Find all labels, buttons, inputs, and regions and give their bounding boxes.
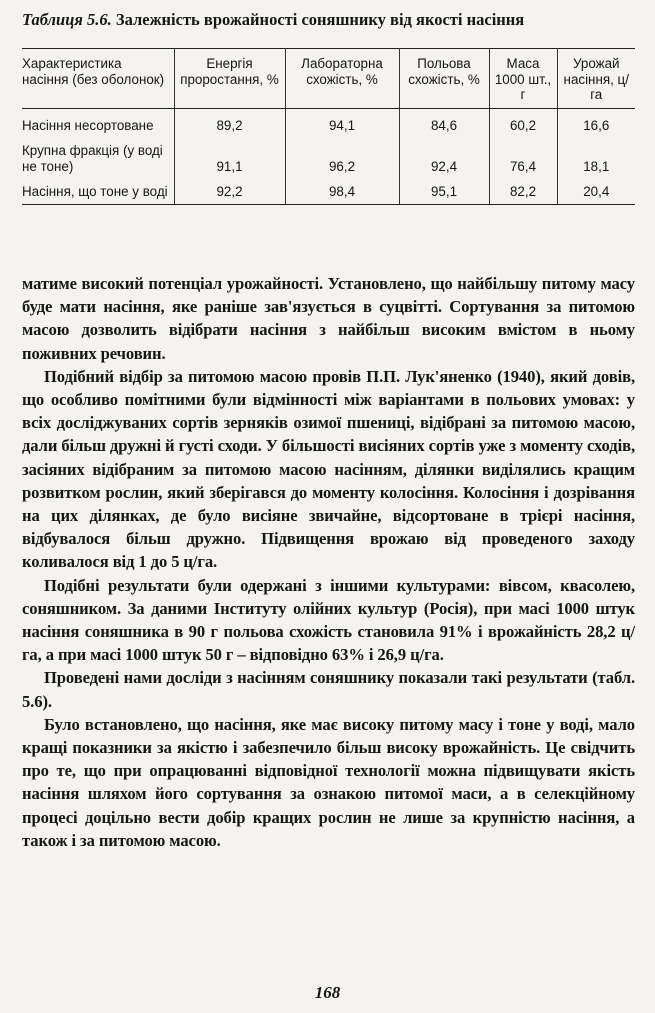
table-cell: 60,2	[489, 108, 557, 135]
paragraph: Подібні результати були одержані з іншими культурами: вівсом, квасолею, соняшником. За даними Інституту олійних культур (Росія), при масі 1000 штук насіння соняшника в 90 г польова схожість становила 91% і врожайність 28,2 ц/га, а при масі 1000 штук 50 г – відповідно 63% і 26,9 ц/га.	[22, 575, 635, 665]
table-row-label: Крупна фракція (у воді не тоне)	[22, 143, 163, 174]
table-caption-title: Залежність врожайності соняшнику від якості насіння	[115, 10, 525, 29]
table-cell: 89,2	[174, 108, 285, 135]
table-header-cell: Урожай насіння, ц/га	[557, 48, 635, 108]
table-row	[22, 176, 635, 204]
table-header-cell: Лабораторна схожість, %	[285, 48, 399, 108]
paragraph: Подібний відбір за питомою масою провів П.П. Лук'яненко (1940), який довів, що особливо помітними були відмінності між варіантами в польових умовах: у всіх досліджуваних сортів зерняків озимої пшениці, відібрані за питомою масою, дали більш дружні й густі сходи. У більшості висіяних сортів уже з моменту сходів, засіяних відібраним за питомою масою насінням, ділянки виділялись кращим розвитком рослин, який зберігався до моменту колосіння. Колосіння і дозрівання на цих ділянках, де було висіяне звичайне, відсортоване в трієрі насіння, відбувалося більш дружно. Підвищення врожаю від проведеного заходу коливалося від 1 до 5 ц/га.	[22, 366, 635, 572]
body-text	[22, 272, 635, 852]
table-cell: 84,6	[399, 108, 489, 135]
table-cell: 76,4	[489, 135, 557, 176]
table-header-cell: Маса 1000 шт., г	[489, 48, 557, 108]
table-cell: 98,4	[285, 176, 399, 204]
table-header-cell: Польова схожість, %	[399, 48, 489, 108]
table-cell: 18,1	[557, 135, 635, 176]
table-cell: 94,1	[285, 108, 399, 135]
paragraph: Було встановлено, що насіння, яке має високу питому масу і тоне у воді, мало кращі показники за якістю і забезпечило більш високу врожайність. Це свідчить про те, що при опрацюванні відповідної технології можна підвищувати якість насіння шляхом його сортування за ознакою питомої маси, а в селекційному процесі доцільно вести добір кращих рослин не лише за крупністю насіння, а також і за питомою масою.	[22, 714, 635, 850]
table-cell: 96,2	[285, 135, 399, 176]
table-row	[22, 108, 635, 135]
table-cell: 95,1	[399, 176, 489, 204]
page-number: 168	[314, 983, 341, 1002]
table-cell: 92,2	[174, 176, 285, 204]
table-row	[22, 135, 635, 176]
table-header-cell: Характеристика насіння (без оболонок)	[22, 48, 174, 108]
table-row-label: Насіння несортоване	[22, 117, 154, 133]
table-caption-number: Таблиця 5.6.	[22, 10, 112, 29]
table-row-label: Насіння, що тоне у воді	[22, 176, 174, 204]
table-cell: 91,1	[174, 135, 285, 176]
paragraph: матиме високий потенціал урожайності. Установлено, що найбільшу питому масу буде мати насіння, яке раніше зав'язується в суцвітті. Сортування за питомою масою дозволить відібрати насіння з найбільш високим вмістом в ньому поживних речовин.	[22, 274, 635, 363]
table-header-cell: Енергія проростання, %	[174, 48, 285, 108]
table-caption	[22, 10, 642, 30]
table-cell: 16,6	[557, 108, 635, 135]
data-table-container	[22, 48, 635, 205]
table-cell: 92,4	[399, 135, 489, 176]
table-cell: 20,4	[557, 176, 635, 204]
table-header-row	[22, 48, 635, 108]
table-cell: 82,2	[489, 176, 557, 204]
data-table	[22, 48, 635, 205]
paragraph: Проведені нами досліди з насінням соняшнику показали такі результати (табл. 5.6).	[22, 668, 635, 711]
